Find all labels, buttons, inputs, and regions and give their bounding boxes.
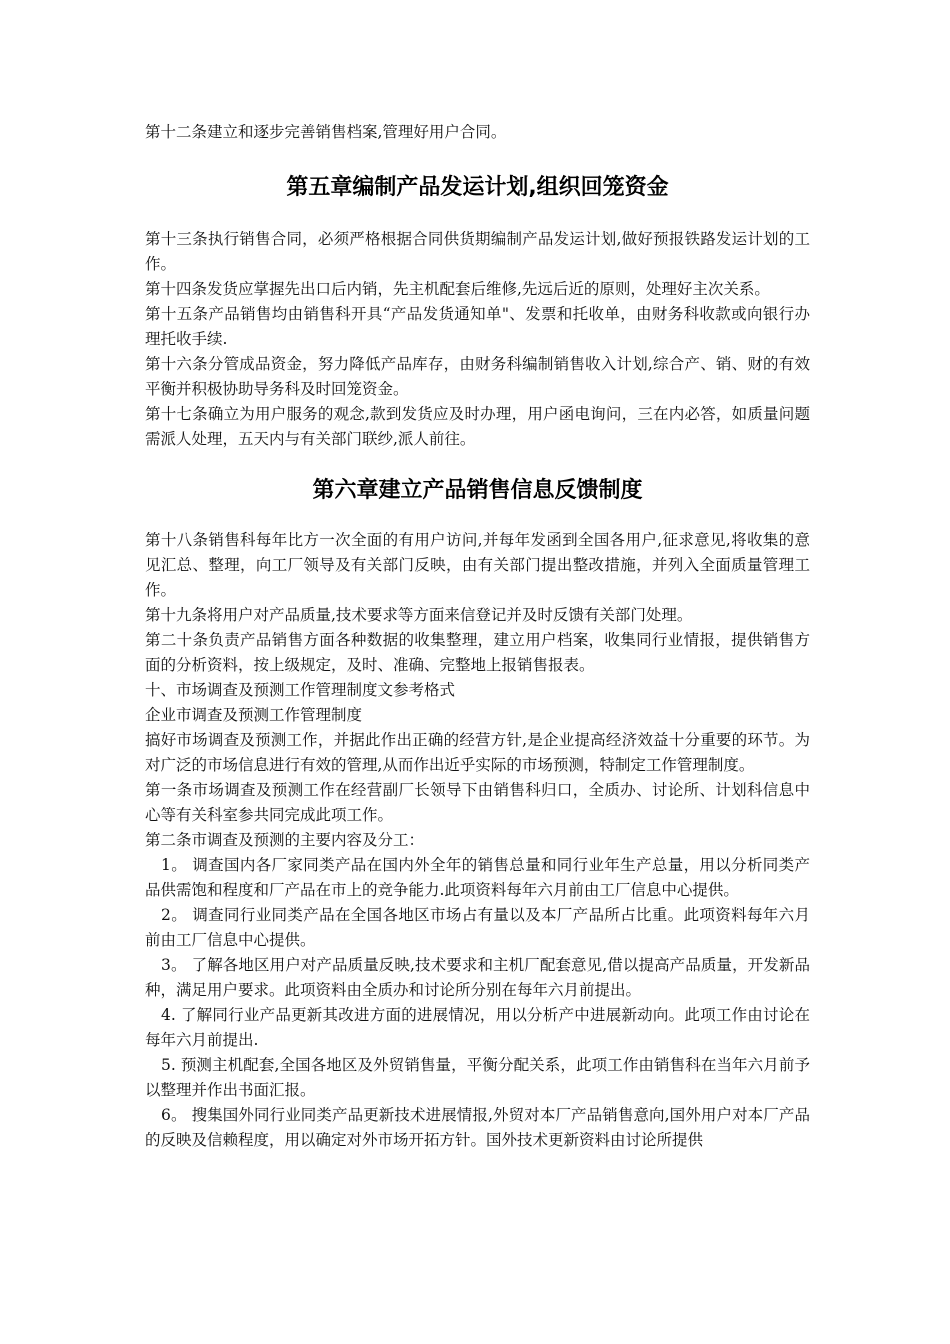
chapter-6-heading: 第六章建立产品销售信息反馈制度	[312, 478, 643, 503]
regulation-article-2: 第二条市调查及预测的主要内容及分工：	[145, 831, 425, 849]
list-item: 1。 调查国内各厂家同类产品在国内外全年的销售总量和同行业年生产总量，用以分析同类产品供需饱和程度和厂产品在市上的竞争能力.此项资料每年六月前由工厂信息中心提供。	[145, 856, 810, 899]
article-20: 第二十条负责产品销售方面各种数据的收集整理，建立用户档案，收集同行业情报，提供销售方面的分析资料，按上级规定，及时、准确、完整地上报销售报表。	[145, 631, 810, 674]
chapter-5-heading: 第五章编制产品发运计划,组织回笼资金	[286, 175, 669, 200]
list-item: 5. 预测主机配套,全国各地区及外贸销售量，平衡分配关系，此项工作由销售科在当年六月前予以整理并作出书面汇报。	[145, 1056, 810, 1099]
article-17: 第十七条确立为用户服务的观念,款到发货应及时办理，用户函电询问，三在内必答，如质量问题需派人处理，五天内与有关部门联纱,派人前往。	[145, 405, 810, 448]
regulation-article-1: 第一条市场调查及预测工作在经营副厂长领导下由销售科归口，全质办、讨论所、计划科信息中心等有关科室参共同完成此项工作。	[145, 781, 810, 824]
section-10-heading: 十、市场调查及预测工作管理制度文参考格式	[145, 681, 456, 699]
list-item: 4. 了解同行业产品更新其改进方面的进展情况，用以分析产中进展新动向。此项工作由讨论在每年六月前提出.	[145, 1006, 810, 1049]
article-15: 第十五条产品销售均由销售科开具“产品发货通知单"、发票和托收单，由财务科收款或向银行办理托收手续.	[145, 305, 810, 348]
list-item: 6。 搜集国外同行业同类产品更新技术进展情报,外贸对本厂产品销售意向,国外用户对本厂产品的反映及信赖程度，用以确定对外市场开拓方针。国外技术更新资料由讨论所提供	[145, 1106, 810, 1149]
article-12: 第十二条建立和逐步完善销售档案,管理好用户合同。	[145, 123, 507, 141]
regulation-preamble: 搞好市场调查及预测工作，并据此作出正确的经营方针,是企业提高经济效益十分重要的环节。为对广泛的市场信息进行有效的管理,从而作出近乎实际的市场预测，特制定工作管理制度。	[145, 731, 810, 774]
document-page	[145, 120, 810, 1153]
list-item: 2。 调查同行业同类产品在全国各地区市场占有量以及本厂产品所占比重。此项资料每年六月前由工厂信息中心提供。	[145, 906, 810, 949]
regulation-title: 企业市调查及预测工作管理制度	[145, 706, 363, 724]
list-item: 3。 了解各地区用户对产品质量反映,技术要求和主机厂配套意见,借以提高产品质量，开发新品种，满足用户要求。此项资料由全质办和讨论所分别在每年六月前提出。	[145, 956, 810, 999]
article-18: 第十八条销售科每年比方一次全面的有用户访问,并每年发函到全国各用户,征求意见,将收集的意见汇总、整理，向工厂领导及有关部门反映，由有关部门提出整改措施，并列入全面质量管理工作。	[145, 531, 810, 599]
article-16: 第十六条分管成品资金，努力降低产品库存，由财务科编制销售收入计划,综合产、销、财的有效平衡并积极协助导务科及时回笼资金。	[145, 355, 810, 398]
article-13: 第十三条执行销售合同，必须严格根据合同供货期编制产品发运计划,做好预报铁路发运计划的工作。	[145, 230, 810, 273]
article-19: 第十九条将用户对产品质量,技术要求等方面来信登记并及时反馈有关部门处理。	[145, 606, 693, 624]
article-14: 第十四条发货应掌握先出口后内销，先主机配套后维修,先远后近的原则，处理好主次关系。	[145, 280, 770, 298]
